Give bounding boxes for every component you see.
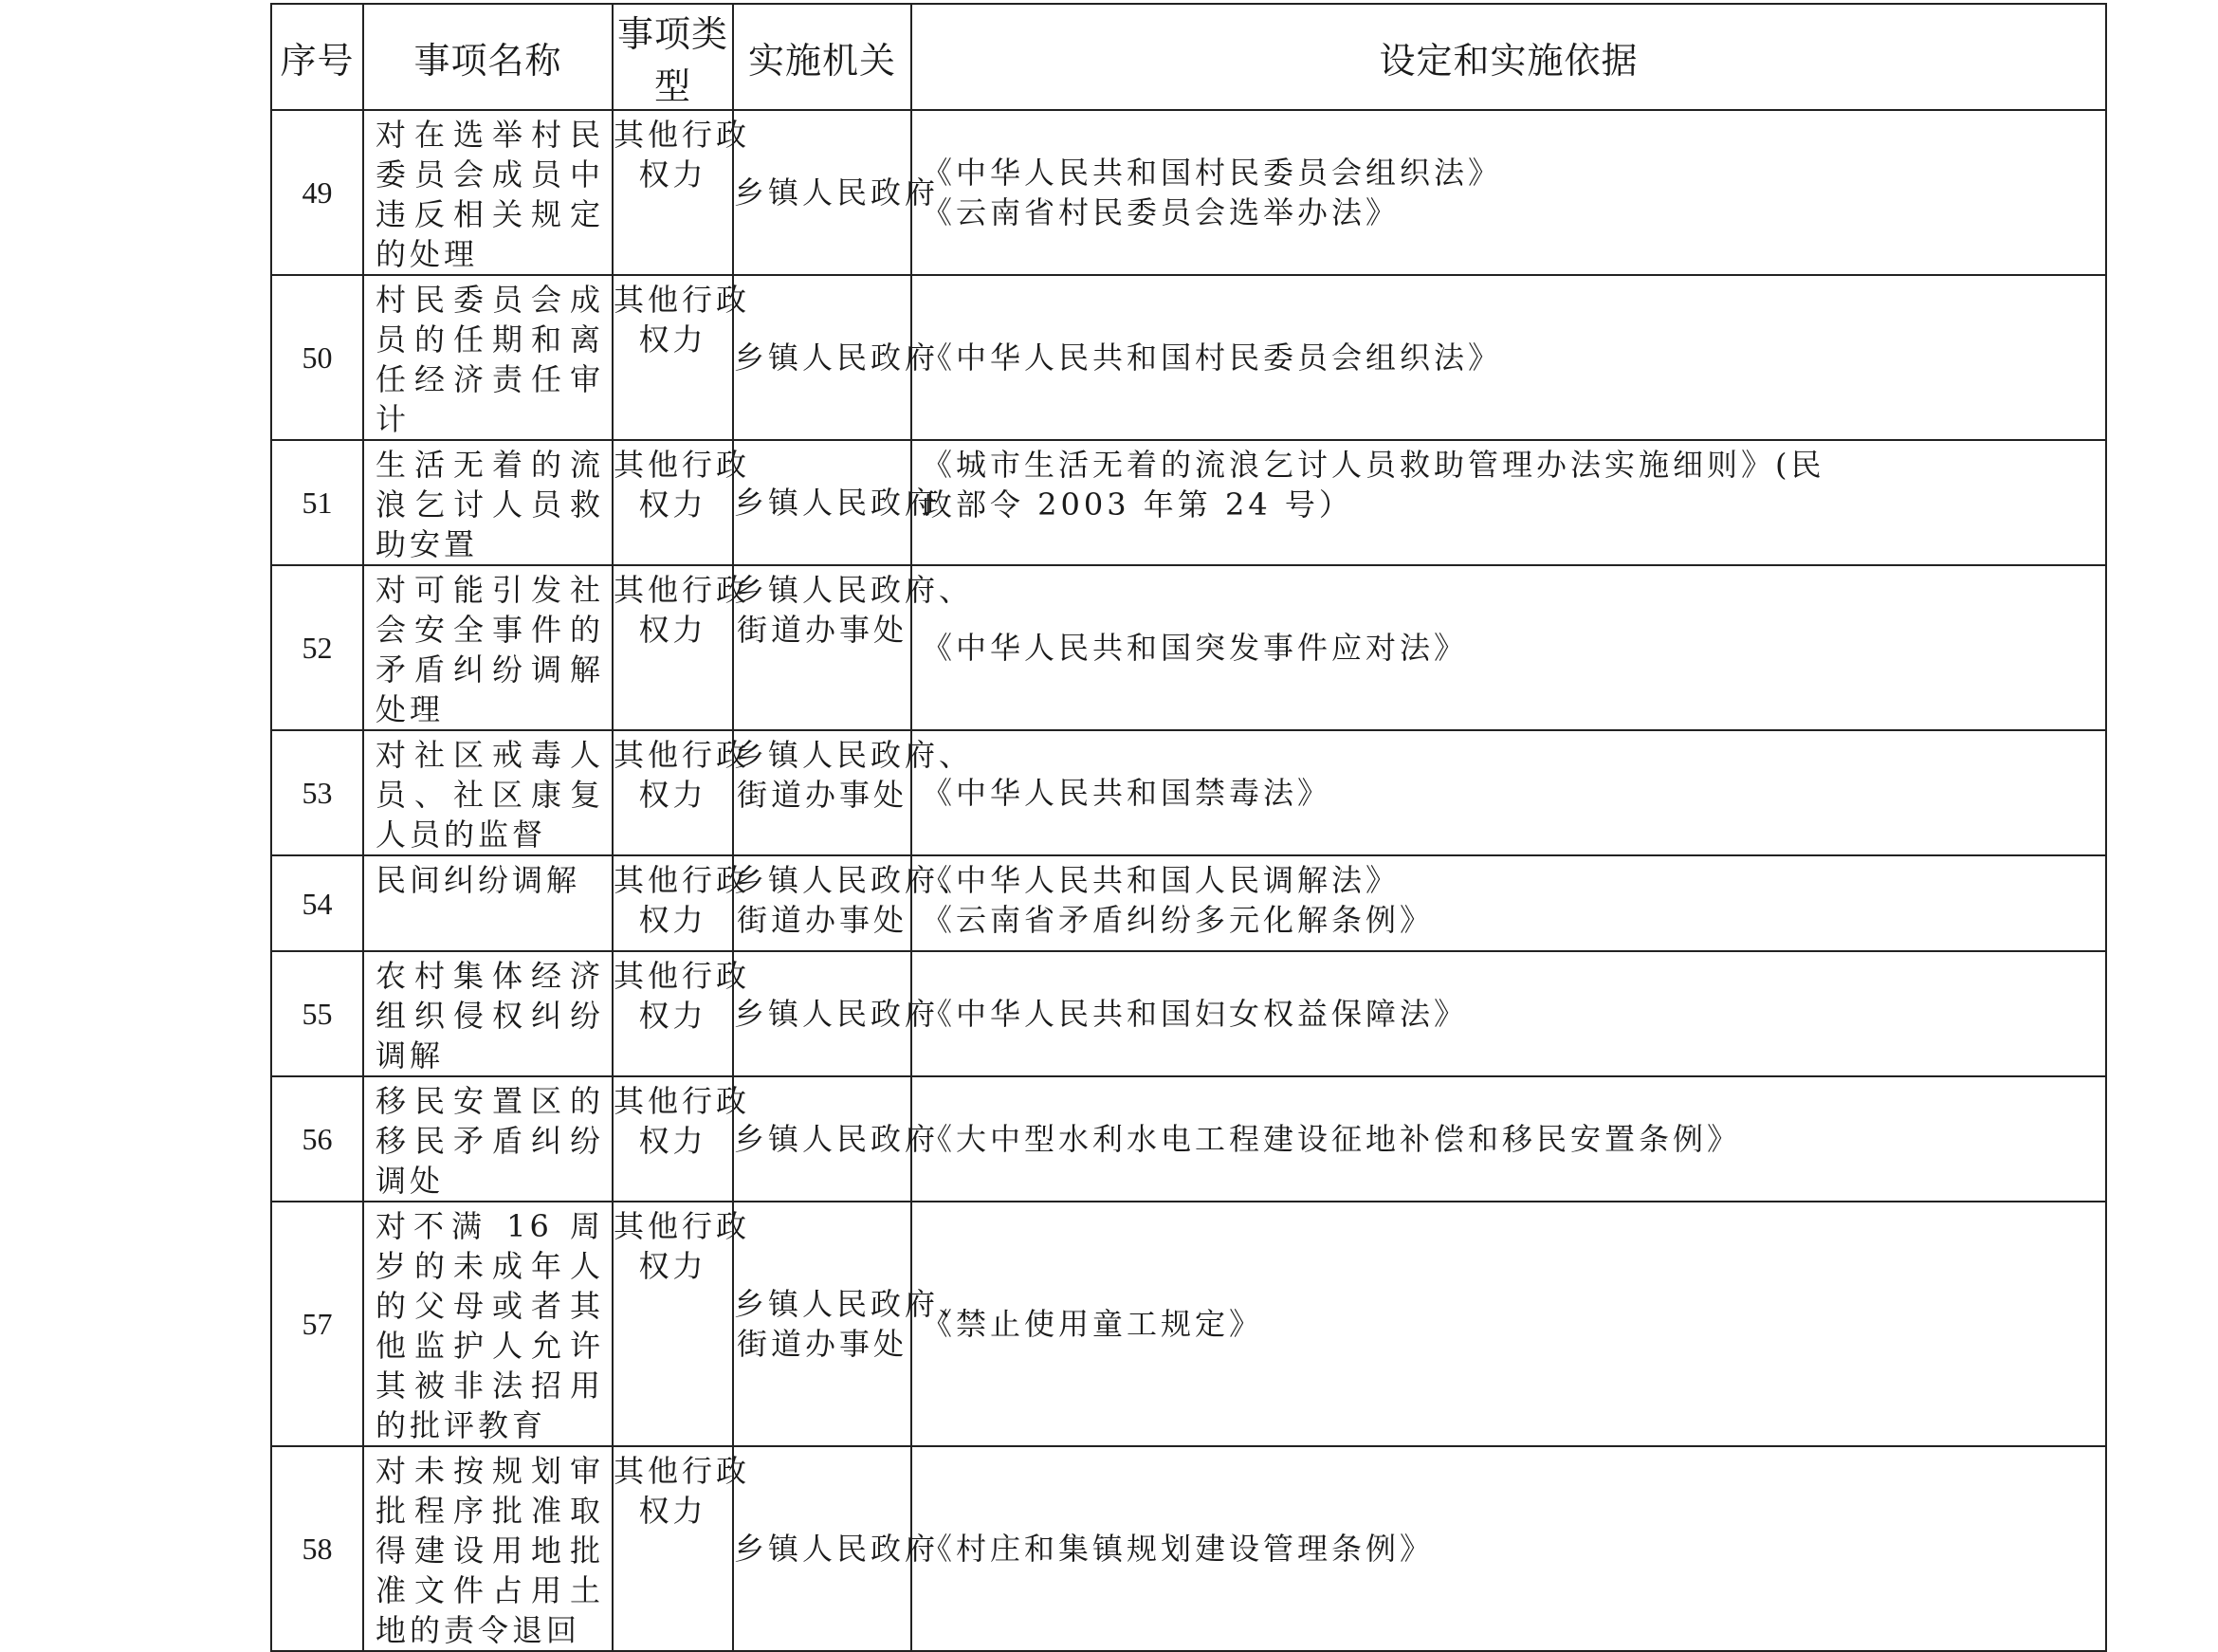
row-item-name: 农村集体经济组织侵权纠纷调解 — [363, 951, 613, 1076]
type-line: 权力 — [638, 1123, 707, 1159]
row-item-type — [613, 440, 751, 565]
row-item-type — [613, 1076, 751, 1202]
type-line: 权力 — [638, 1248, 707, 1284]
row-item-type — [613, 565, 751, 730]
row-legal-basis — [911, 275, 2106, 440]
row-agency — [733, 565, 974, 730]
row-agency — [733, 1076, 940, 1202]
row-seq: 49 — [271, 110, 363, 275]
type-line: 权力 — [638, 777, 707, 813]
basis-line: 《中华人民共和国妇女权益保障法》 — [922, 996, 1469, 1032]
basis-line: 《中华人民共和国村民委员会组织法》 — [922, 155, 1503, 191]
table-row — [271, 1076, 2106, 1202]
row-seq: 51 — [271, 440, 363, 565]
row-item-name: 对不满 16 周岁的未成年人的父母或者其他监护人允许其被非法招用的批评教育 — [363, 1202, 613, 1446]
header-org: 实施机关 — [733, 4, 911, 110]
type-line: 权力 — [638, 156, 707, 193]
type-line: 权力 — [638, 486, 707, 523]
basis-line: 《云南省村民委员会选举办法》 — [922, 194, 1401, 230]
type-line: 其他行政 — [614, 117, 751, 153]
row-seq: 58 — [271, 1446, 363, 1651]
type-line: 其他行政 — [614, 572, 751, 608]
table-row — [271, 730, 2106, 855]
agency-line: 街道办事处 — [736, 902, 907, 938]
table-row — [271, 565, 2106, 730]
basis-line: 《云南省矛盾纠纷多元化解条例》 — [922, 902, 1435, 938]
basis-line: 《中华人民共和国突发事件应对法》 — [922, 630, 1469, 666]
agency-line: 街道办事处 — [736, 777, 907, 813]
basis-line: 《村庄和集镇规划建设管理条例》 — [922, 1531, 1435, 1567]
administrative-items-table — [270, 3, 2107, 1652]
row-agency — [733, 440, 940, 565]
agency-line: 乡镇人民政府、 — [734, 737, 974, 773]
row-legal-basis — [911, 855, 2106, 951]
table-row — [271, 440, 2106, 565]
row-agency — [733, 951, 940, 1076]
type-line: 其他行政 — [614, 282, 751, 318]
table-row — [271, 1202, 2106, 1446]
type-line: 其他行政 — [614, 447, 751, 483]
type-line: 其他行政 — [614, 1453, 751, 1489]
header-name: 事项名称 — [363, 4, 613, 110]
header-seq: 序号 — [271, 4, 363, 110]
table-row — [271, 275, 2106, 440]
row-item-name: 生活无着的流浪乞讨人员救助安置 — [363, 440, 613, 565]
row-agency — [733, 110, 940, 275]
row-agency — [733, 855, 974, 951]
header-basis: 设定和实施依据 — [911, 4, 2106, 110]
row-seq: 50 — [271, 275, 363, 440]
basis-line: 《大中型水利水电工程建设征地补偿和移民安置条例》 — [922, 1121, 1742, 1157]
row-legal-basis — [911, 1076, 2106, 1202]
row-item-type — [613, 110, 751, 275]
row-legal-basis — [911, 565, 2106, 730]
document-page — [270, 3, 2105, 1652]
table-row — [271, 855, 2106, 951]
row-item-type — [613, 1202, 751, 1446]
row-seq: 52 — [271, 565, 363, 730]
row-legal-basis — [911, 730, 2106, 855]
row-legal-basis — [911, 440, 2106, 565]
table-header-row — [271, 4, 2106, 110]
type-line: 其他行政 — [614, 1083, 751, 1119]
agency-line: 乡镇人民政府 — [734, 1531, 940, 1567]
type-line: 其他行政 — [614, 1208, 751, 1244]
basis-line: 《城市生活无着的流浪乞讨人员救助管理办法实施细则》(民 — [922, 447, 1825, 483]
row-item-type — [613, 275, 751, 440]
row-item-name: 对未按规划审批程序批准取得建设用地批准文件占用土地的责令退回 — [363, 1446, 613, 1651]
row-legal-basis — [911, 1446, 2106, 1651]
table-row — [271, 110, 2106, 275]
table-row — [271, 1446, 2106, 1651]
agency-line: 乡镇人民政府 — [734, 340, 940, 376]
agency-line: 乡镇人民政府、 — [734, 862, 974, 898]
type-line: 权力 — [638, 902, 707, 938]
row-seq: 56 — [271, 1076, 363, 1202]
row-item-type — [613, 730, 751, 855]
row-agency — [733, 1446, 940, 1651]
basis-line: 《禁止使用童工规定》 — [922, 1306, 1264, 1342]
row-legal-basis — [911, 110, 2106, 275]
row-item-type — [613, 855, 751, 951]
type-line: 其他行政 — [614, 862, 751, 898]
table-row — [271, 951, 2106, 1076]
agency-line: 乡镇人民政府、 — [734, 572, 974, 608]
header-type: 事项类型 — [613, 4, 733, 110]
agency-line: 街道办事处 — [736, 612, 907, 648]
agency-line: 乡镇人民政府 — [734, 996, 940, 1032]
type-line: 权力 — [638, 612, 707, 648]
row-item-name: 移民安置区的移民矛盾纠纷调处 — [363, 1076, 613, 1202]
type-line: 权力 — [638, 321, 707, 358]
row-item-type — [613, 1446, 751, 1651]
row-agency — [733, 730, 974, 855]
row-seq: 54 — [271, 855, 363, 951]
row-legal-basis — [911, 951, 2106, 1076]
row-item-type — [613, 951, 751, 1076]
basis-line: 《中华人民共和国村民委员会组织法》 — [922, 340, 1503, 376]
type-line: 权力 — [638, 998, 707, 1034]
row-agency — [733, 275, 940, 440]
basis-line: 《中华人民共和国禁毒法》 — [922, 775, 1332, 811]
row-item-name: 村民委员会成员的任期和离任经济责任审计 — [363, 275, 613, 440]
row-item-name: 对可能引发社会安全事件的矛盾纠纷调解处理 — [363, 565, 613, 730]
type-line: 权力 — [638, 1493, 707, 1529]
type-line: 其他行政 — [614, 737, 751, 773]
agency-line: 乡镇人民政府 — [734, 1121, 940, 1157]
row-item-name: 民间纠纷调解 — [363, 855, 613, 951]
agency-line: 乡镇人民政府 — [734, 485, 940, 521]
row-item-name: 对社区戒毒人员、社区康复人员的监督 — [363, 730, 613, 855]
row-item-name: 对在选举村民委员会成员中违反相关规定的处理 — [363, 110, 613, 275]
row-seq: 53 — [271, 730, 363, 855]
row-seq: 55 — [271, 951, 363, 1076]
type-line: 其他行政 — [614, 958, 751, 994]
basis-line: 《中华人民共和国人民调解法》 — [922, 862, 1401, 898]
row-agency — [733, 1202, 974, 1446]
agency-line: 乡镇人民政府、 — [734, 1286, 974, 1322]
row-seq: 57 — [271, 1202, 363, 1446]
agency-line: 乡镇人民政府 — [734, 174, 940, 211]
row-legal-basis — [911, 1202, 2106, 1446]
basis-line: 政部令 2003 年第 24 号） — [922, 486, 1353, 523]
agency-line: 街道办事处 — [736, 1326, 907, 1362]
